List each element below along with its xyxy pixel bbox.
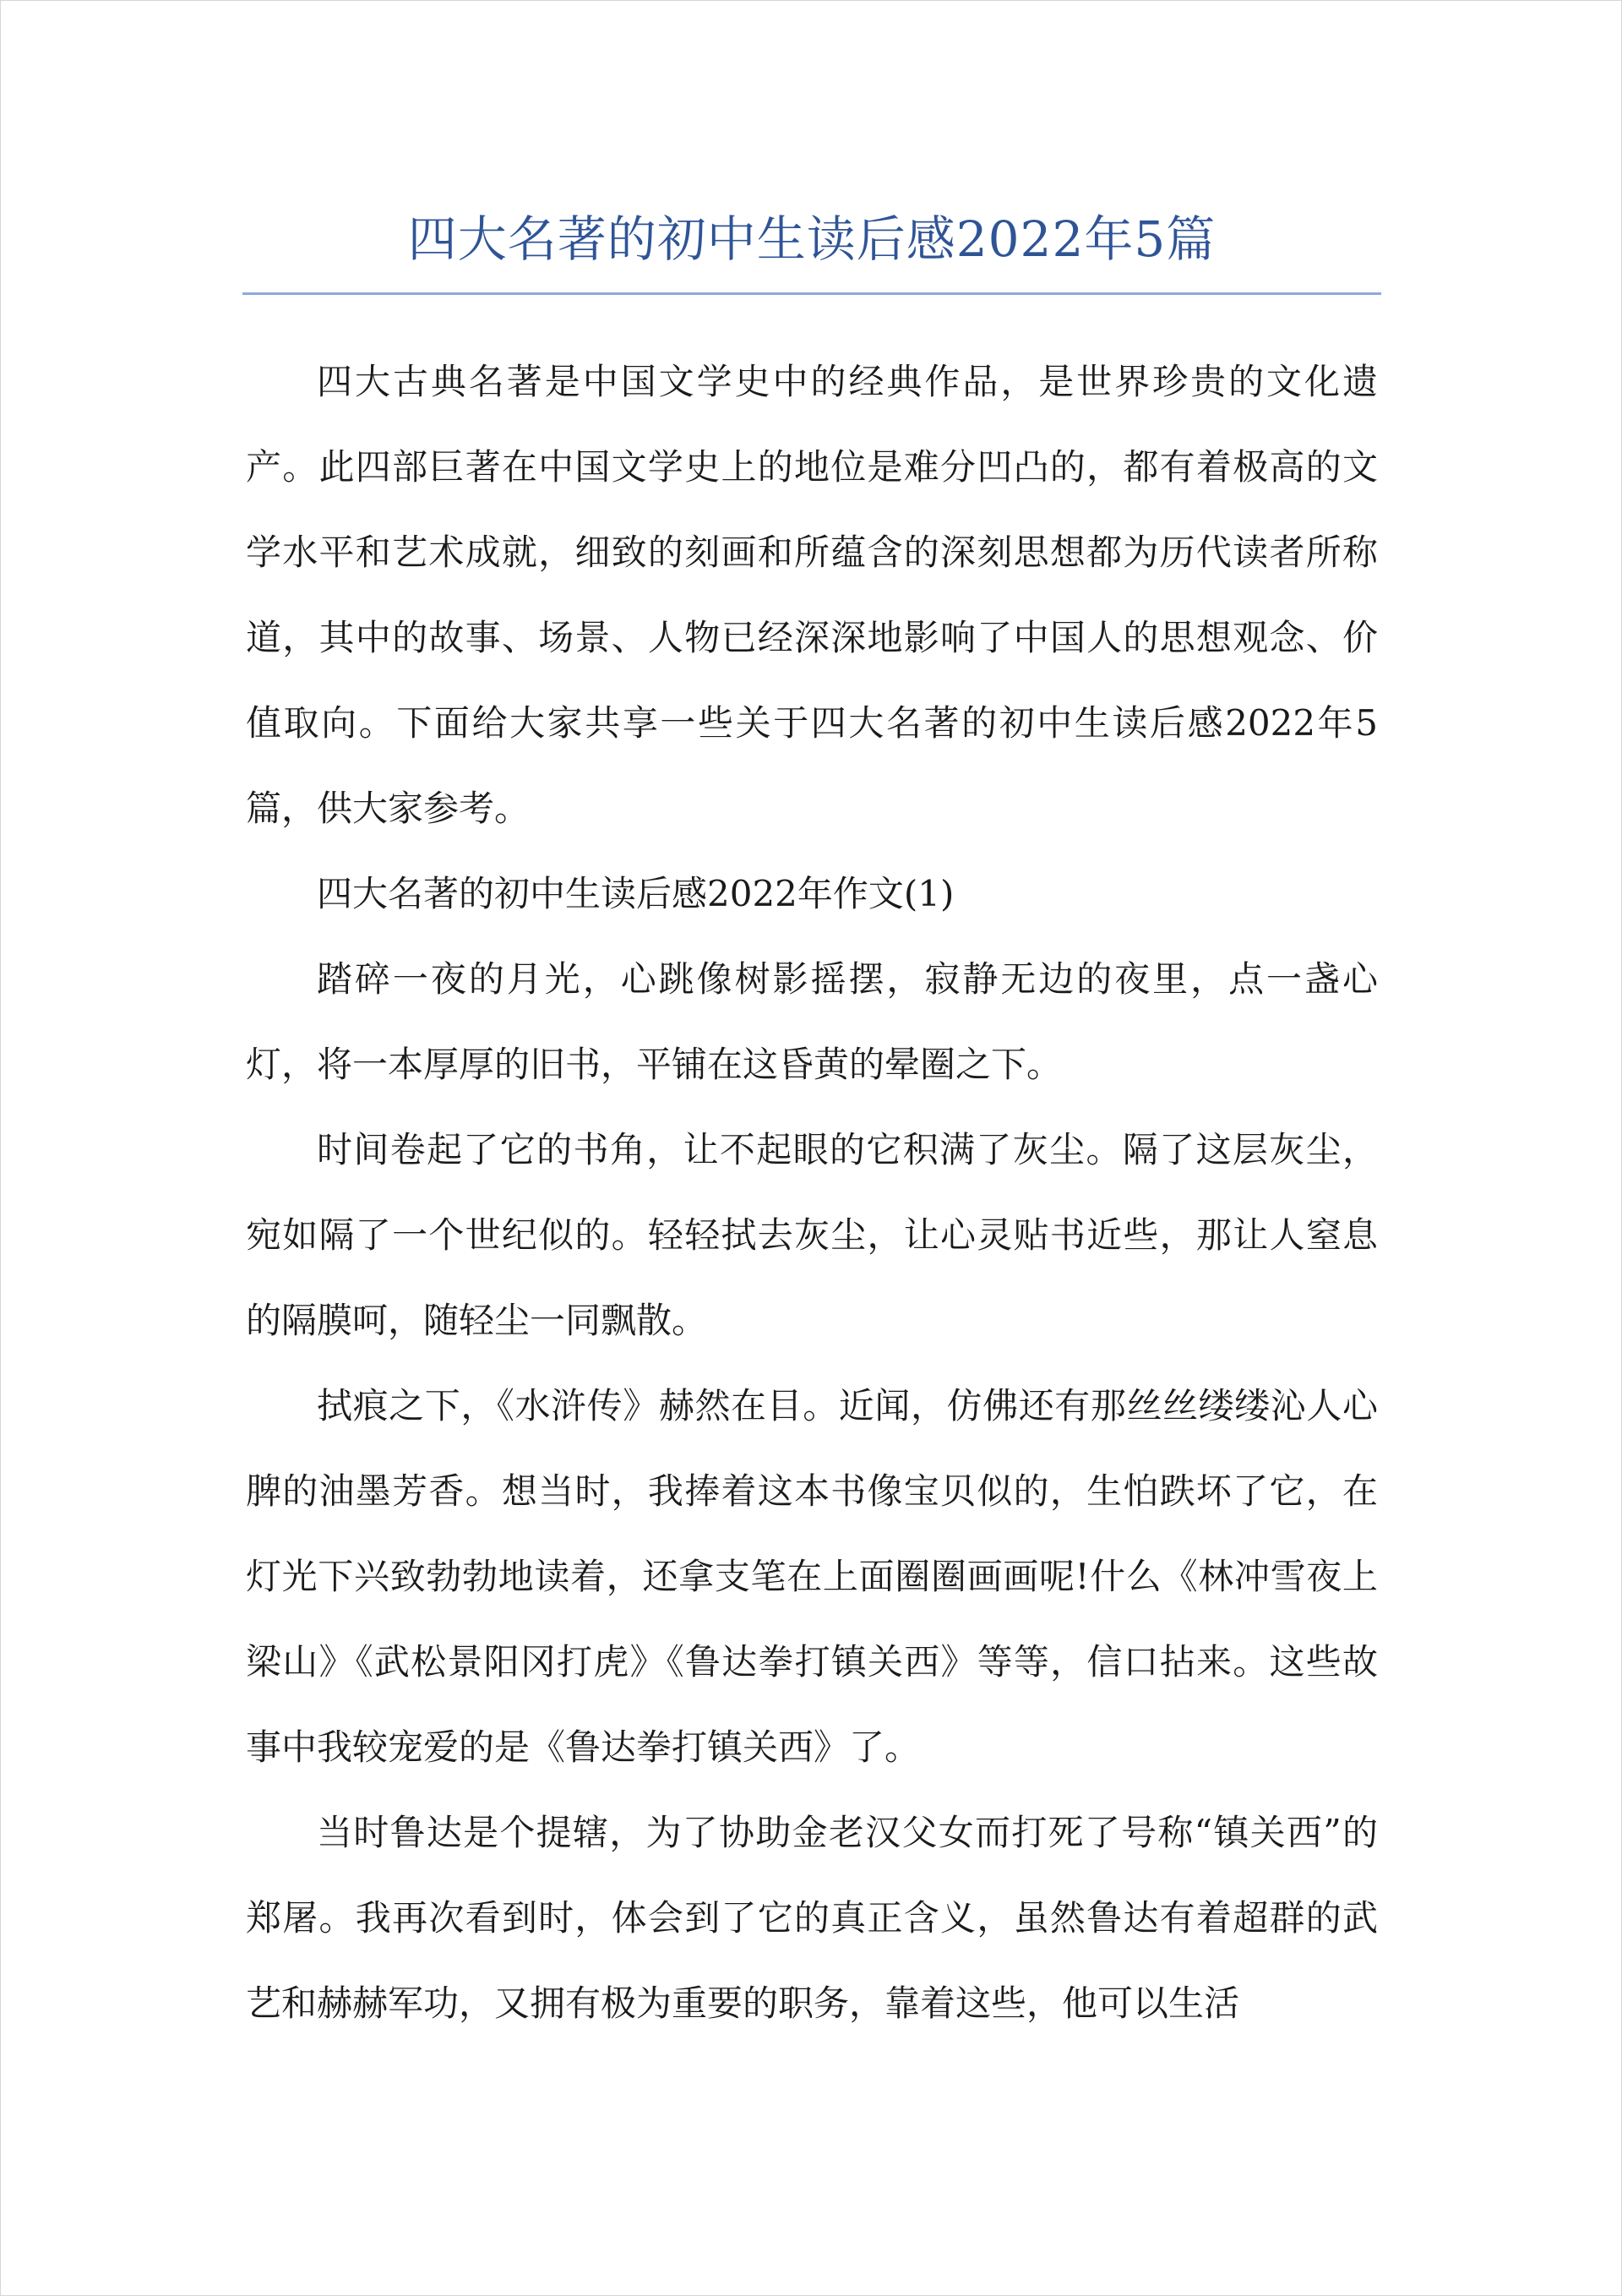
paragraph: 拭痕之下，《水浒传》赫然在目。近闻，仿佛还有那丝丝缕缕沁人心脾的油墨芳香。想当时，我捧着这本书像宝贝似的，生怕跌坏了它，在灯光下兴致勃勃地读着，还拿支笔在上面圈圈画画呢!什么《林冲雪夜上梁山》《武松景阳冈打虎》《鲁达拳打镇关西》等等，信口拈来。这些故事中我较宠爱的是《鲁达拳打镇关西》了。: [246, 1385, 1378, 1768]
paragraph: 踏碎一夜的月光，心跳像树影摇摆，寂静无边的夜里，点一盏心灯，将一本厚厚的旧书，平铺在这昏黄的晕圈之下。: [246, 958, 1378, 1085]
title-underline: [242, 292, 1381, 295]
paragraph: 当时鲁达是个提辖，为了协助金老汉父女而打死了号称“镇关西”的郑屠。我再次看到时，体会到了它的真正含义，虽然鲁达有着超群的武艺和赫赫军功，又拥有极为重要的职务，靠着这些，他可以生活: [246, 1812, 1378, 2024]
document-title: 四大名著的初中生读后感2022年5篇: [407, 210, 1216, 268]
paragraph: 时间卷起了它的书角，让不起眼的它积满了灰尘。隔了这层灰尘，宛如隔了一个世纪似的。轻轻拭去灰尘，让心灵贴书近些，那让人窒息的隔膜呵，随轻尘一同飘散。: [246, 1129, 1378, 1341]
paragraph-intro: 四大古典名著是中国文学史中的经典作品，是世界珍贵的文化遗产。此四部巨著在中国文学史上的地位是难分凹凸的，都有着极高的文学水平和艺术成就，细致的刻画和所蕴含的深刻思想都为历代读者所称道，其中的故事、场景、人物已经深深地影响了中国人的思想观念、价值取向。下面给大家共享一些关于四大名著的初中生读后感2022年5篇，供大家参考。: [246, 361, 1378, 829]
section-heading: 四大名著的初中生读后感2022年作文(1): [317, 873, 955, 914]
document-body: [246, 339, 1378, 2046]
